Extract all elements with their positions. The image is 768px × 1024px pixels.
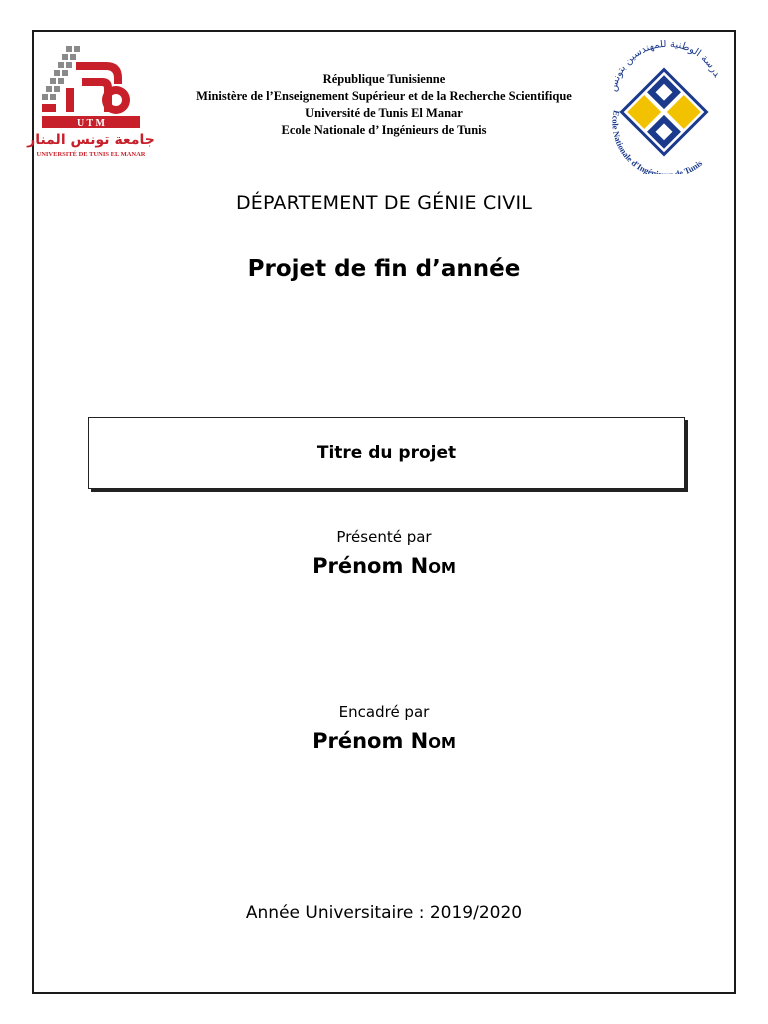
utm-arabic-text: جامعة تونس المنار: [27, 132, 155, 148]
academic-year: Année Universitaire : 2019/2020: [245, 903, 523, 923]
student-last-initial: N: [410, 554, 429, 578]
enit-caption: Ecole Nationale d'Ingéni de Tunis: [610, 109, 705, 174]
supervisor-last-rest: om: [428, 729, 456, 753]
utm-caption: UNIVERSITÉ DE TUNIS EL MANAR: [36, 151, 146, 158]
institution-header: [150, 71, 618, 139]
student-name: [0, 554, 768, 578]
school-logo: [598, 40, 730, 174]
presented-by-label: Présenté par: [336, 528, 432, 546]
project-title: Titre du projet: [316, 443, 457, 463]
header-school: Ecole Nationale d’ Ingénieurs de Tunis: [281, 123, 487, 137]
supervised-by-label: Encadré par: [338, 703, 430, 721]
header-university: Université de Tunis El Manar: [305, 106, 463, 120]
project-type-heading: Projet de fin d’année: [247, 256, 521, 282]
student-last-rest: om: [428, 554, 456, 578]
header-country: République Tunisienne: [322, 72, 446, 86]
supervisor-name: [0, 729, 768, 753]
project-title-box: [88, 417, 685, 489]
header-ministry: Ministère de l’Enseignement Supérieur et de la Recherche Scientifique: [196, 89, 572, 103]
department-title: DÉPARTEMENT DE GÉNIE CIVIL: [235, 192, 533, 214]
university-logo: [27, 42, 155, 160]
enit-arabic-text: درسة الوطنية للمهندسين بتونس: [607, 40, 723, 93]
supervisor-last-initial: N: [410, 729, 429, 753]
page-border: [32, 30, 736, 994]
supervisor-first-name: Prénom: [312, 729, 411, 753]
utm-letters: U T M: [77, 118, 105, 129]
student-first-name: Prénom: [312, 554, 411, 578]
